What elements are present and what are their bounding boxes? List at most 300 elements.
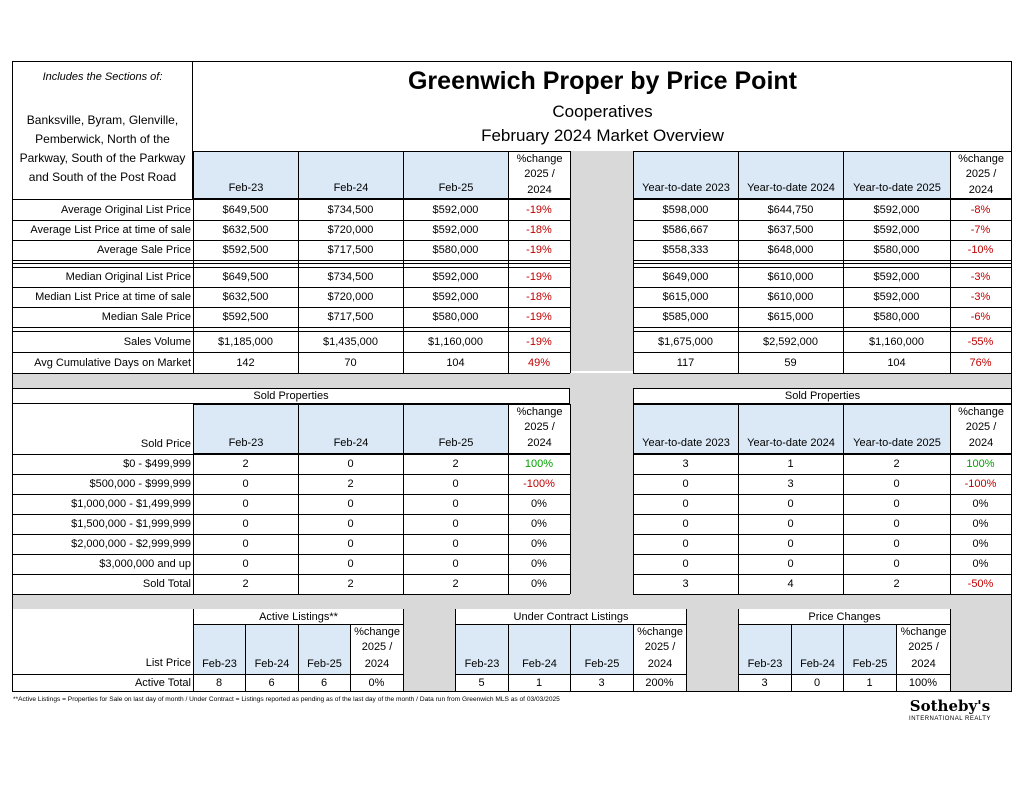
metrics-grid-line (633, 240, 1011, 241)
metrics-col-line (950, 151, 951, 373)
metrics-month-header-1: Feb-23 (193, 151, 299, 199)
bottom-col-line (843, 624, 844, 691)
metrics-grid-line (633, 263, 1011, 264)
sold-title-month: Sold Properties (13, 388, 570, 404)
metric-ytd-value: $592,000 (873, 291, 920, 303)
metrics-grid-line (13, 327, 570, 328)
metric-ytd-value: $558,333 (662, 244, 709, 256)
sold-row-label: $3,000,000 and up (99, 558, 191, 570)
metric-ytd-value: $615,000 (662, 291, 709, 303)
bottom-col-line (570, 624, 571, 691)
sold-month-header-top-border (193, 404, 571, 405)
bottom-col-line (896, 624, 897, 691)
metrics-col-line (633, 151, 634, 373)
pct-header-line: 2025 / (644, 641, 676, 653)
metric-month-value: $720,000 (327, 291, 374, 303)
bottom-pct-value: 200% (645, 677, 674, 689)
sold-col-line (950, 404, 951, 594)
sold-month-value: 0 (347, 498, 354, 510)
sold-ytd-value: 0 (893, 518, 900, 530)
bottom-grid-line (455, 691, 687, 692)
sold-month-header-1: Feb-23 (193, 404, 299, 454)
pct-header-line: 2025 / (908, 641, 939, 653)
gray-bottom-gap-3 (950, 609, 1011, 691)
footnote: **Active Listings = Properties for Sale on last day of month / Under Contract = Listings reported as pending as of the last day of the month / Data run from Greenwich MLS as of 03/03/2025 (13, 696, 560, 703)
bottom-grid-line (738, 691, 951, 692)
sold-ytd-value: 2 (893, 458, 900, 470)
metrics-col-line (298, 151, 299, 373)
metric-month-value: $649,500 (222, 204, 269, 216)
bottom-col-line (350, 624, 351, 691)
bottom-grid-line (13, 674, 193, 675)
bottom-col-header: Feb-25 (298, 624, 351, 675)
metrics-month-header-3: Feb-25 (403, 151, 509, 199)
sold-col-line (298, 404, 299, 594)
sold-month-value: 0 (452, 518, 459, 530)
sold-ytd-pct: 0% (972, 558, 989, 570)
bottom-col-line (791, 624, 792, 691)
sections-text: Banksville, Byram, Glenville, Pemberwick, North of the Parkway, South of the Parkway and South of the Post Road (19, 113, 186, 184)
bottom-col-header: Feb-23 (455, 624, 509, 675)
metrics-col-line (570, 151, 571, 373)
metric-month-pct: -18% (526, 291, 552, 303)
sold-ytd-value: 0 (682, 498, 689, 510)
metric-month-value: 70 (344, 357, 357, 369)
sold-ytd-value: 0 (787, 538, 794, 550)
sold-month-pct: 0% (531, 578, 547, 590)
sold-grid-line (633, 574, 1011, 575)
sold-ytd-value: 0 (787, 558, 794, 570)
sold-col-line (193, 404, 194, 594)
sold-grid-line (13, 474, 570, 475)
sold-month-header-3: Feb-25 (403, 404, 509, 454)
metrics-col-line (193, 151, 194, 373)
bottom-col-line (738, 624, 739, 691)
sold-row-label: $0 - $499,999 (123, 458, 191, 470)
bottom-col-header: Feb-24 (508, 624, 571, 675)
sold-ytd-pct: 100% (966, 458, 995, 470)
pct-header-line: 2024 (968, 184, 994, 196)
sold-ytd-value: 0 (787, 518, 794, 530)
sold-ytd-value: 1 (787, 458, 794, 470)
metrics-grid-line (13, 307, 570, 308)
sold-grid-line (13, 594, 570, 595)
metrics-grid-line (13, 373, 570, 374)
sold-ytd-value: 0 (787, 498, 794, 510)
sold-price-label: Sold Price (140, 438, 191, 450)
metric-month-pct: -19% (526, 311, 552, 323)
metric-ytd-value: $598,000 (662, 204, 709, 216)
pct-header-line: %change (516, 406, 563, 418)
metric-month-value: $717,500 (327, 244, 374, 256)
sold-ytd-header-1: Year-to-date 2023 (633, 404, 739, 454)
bottom-value: 0 (813, 677, 821, 689)
pct-header-line: %change (354, 626, 400, 638)
metric-ytd-pct: -8% (970, 204, 991, 216)
sold-month-value: 0 (452, 538, 459, 550)
bottom-pct-header (633, 624, 687, 675)
metric-ytd-pct: 76% (969, 357, 992, 369)
page-title: Greenwich Proper by Price Point (407, 67, 797, 95)
metric-label: Median Sale Price (101, 311, 191, 323)
sold-month-value: 0 (242, 538, 249, 550)
bottom-value: 1 (866, 677, 873, 689)
metrics-grid-line (633, 260, 1011, 261)
bottom-value: 5 (478, 677, 485, 689)
metrics-col-line (843, 151, 844, 373)
metric-month-value: $592,000 (432, 271, 479, 283)
pct-header-line: 2024 (968, 437, 994, 449)
sold-ytd-value: 0 (893, 558, 900, 570)
metrics-grid-line (633, 199, 1011, 200)
pct-header-line: %change (958, 153, 1004, 165)
metric-label: Sales Volume (123, 336, 191, 348)
metric-ytd-value: $580,000 (873, 311, 920, 323)
metrics-grid-line (13, 352, 570, 353)
sold-grid-line (633, 554, 1011, 555)
metric-ytd-value: $648,000 (767, 244, 814, 256)
sold-ytd-pct: -50% (967, 578, 994, 590)
gray-band-2 (13, 594, 1011, 609)
bottom-value: 1 (535, 677, 543, 689)
metric-ytd-pct: -55% (967, 336, 994, 348)
metrics-col-line (403, 151, 404, 373)
metric-ytd-value: $580,000 (873, 244, 920, 256)
metric-label: Average Original List Price (60, 204, 191, 216)
metric-month-value: $632,500 (222, 224, 269, 236)
pct-header-line: %change (900, 626, 947, 638)
metric-month-pct: -19% (526, 271, 552, 283)
sold-grid-line (633, 494, 1011, 495)
metric-month-pct: -19% (526, 204, 552, 216)
metric-ytd-value: $610,000 (767, 271, 814, 283)
metric-month-value: 104 (446, 357, 465, 369)
sold-ytd-value: 4 (787, 578, 794, 590)
bottom-pct-value: 100% (908, 677, 938, 689)
sold-grid-line (13, 534, 570, 535)
bottom-pct-header (350, 624, 404, 675)
sold-month-pct: 0% (531, 538, 547, 550)
logo-tagline: INTERNATIONAL REALTY (909, 716, 991, 722)
metric-month-value: $1,185,000 (217, 336, 274, 348)
sold-ytd-value: 0 (893, 478, 900, 490)
sold-month-value: 0 (347, 458, 354, 470)
sold-month-value: 2 (242, 578, 249, 590)
metrics-grid-line (633, 220, 1011, 221)
metric-ytd-value: $637,500 (767, 224, 814, 236)
bottom-col-header: Feb-24 (245, 624, 299, 675)
gray-band-1 (13, 373, 1011, 388)
metric-month-value: $1,160,000 (427, 336, 484, 348)
bottom-col-header: Feb-23 (738, 624, 792, 675)
metric-ytd-value: $649,000 (662, 271, 709, 283)
sold-month-pct: 0% (531, 558, 547, 570)
metric-month-value: $720,000 (327, 224, 374, 236)
bottom-col-line (950, 624, 951, 691)
sold-month-pct-header (508, 404, 571, 454)
gray-separator-middle (570, 151, 633, 371)
metric-ytd-pct: -7% (970, 224, 991, 236)
bottom-col-line (403, 624, 404, 691)
metric-ytd-value: $644,750 (767, 204, 814, 216)
metric-ytd-value: $2,592,000 (762, 336, 819, 348)
metrics-ytd-header-2: Year-to-date 2024 (738, 151, 844, 199)
metric-label: Median List Price at time of sale (35, 291, 191, 303)
sold-col-line (843, 404, 844, 594)
sold-ytd-header-2: Year-to-date 2024 (738, 404, 844, 454)
metric-month-value: $717,500 (327, 311, 374, 323)
sold-grid-line (633, 474, 1011, 475)
bottom-col-line (686, 624, 687, 691)
bottom-col-line (633, 624, 634, 691)
sold-month-value: 0 (242, 558, 249, 570)
sold-ytd-header-3: Year-to-date 2025 (843, 404, 951, 454)
metrics-grid-line (13, 287, 570, 288)
bottom-group-title: Price Changes (738, 609, 951, 625)
bottom-value: 8 (215, 677, 223, 689)
bottom-col-line (245, 624, 246, 691)
bottom-col-line (455, 624, 456, 691)
bottom-value: 3 (598, 677, 605, 689)
metric-label: Median Original List Price (65, 271, 191, 283)
gray-bottom-gap-2 (686, 609, 738, 691)
sold-col-line (633, 404, 634, 594)
sold-month-value: 0 (347, 538, 354, 550)
metric-month-value: $592,500 (222, 311, 269, 323)
sold-ytd-pct-header (950, 404, 1012, 454)
sold-ytd-value: 0 (682, 538, 689, 550)
metrics-col-line (508, 151, 509, 373)
sold-grid-line (13, 494, 570, 495)
sold-grid-line (13, 574, 570, 575)
sold-col-line (738, 404, 739, 594)
sold-month-pct: -100% (523, 478, 555, 490)
pct-header-line: 2025 / (524, 421, 555, 433)
metric-ytd-pct: -3% (970, 291, 991, 303)
metric-ytd-pct: -3% (970, 271, 991, 283)
sold-col-line (570, 404, 571, 594)
sold-grid-line (633, 514, 1011, 515)
metrics-grid-line (13, 331, 570, 332)
sold-ytd-pct: 0% (972, 498, 989, 510)
metrics-month-header-top-border (193, 151, 571, 152)
metric-ytd-value: 117 (676, 357, 695, 369)
pct-header-line: 2024 (527, 437, 552, 449)
metrics-grid-line (13, 199, 570, 200)
metric-ytd-value: $1,160,000 (868, 336, 925, 348)
metrics-grid-line (13, 240, 570, 241)
metric-month-value: $632,500 (222, 291, 269, 303)
metrics-grid-line (633, 287, 1011, 288)
sold-grid-line (633, 534, 1011, 535)
metric-label: Average Sale Price (97, 244, 191, 256)
pct-header-line: %change (958, 406, 1004, 418)
sold-month-value: 0 (242, 518, 249, 530)
metric-label: Average List Price at time of sale (30, 224, 191, 236)
list-price-label: List Price (145, 657, 191, 669)
page-subtitle: Cooperatives (552, 102, 653, 121)
sold-grid-line (13, 514, 570, 515)
metrics-grid-line (633, 327, 1011, 328)
bottom-value: 6 (268, 677, 275, 689)
title-block (193, 61, 1012, 151)
pct-header-line: %change (516, 153, 563, 165)
active-total-label: Active Total (134, 677, 191, 689)
sold-month-value: 0 (242, 498, 249, 510)
page-period: February 2024 Market Overview (481, 126, 724, 145)
sold-ytd-pct: 0% (972, 538, 989, 550)
metrics-ytd-pct-header (950, 151, 1012, 199)
metric-month-value: $734,500 (327, 271, 374, 283)
metric-month-value: $592,500 (222, 244, 269, 256)
sold-month-pct: 0% (531, 518, 547, 530)
bottom-col-line (508, 624, 509, 691)
bottom-value: 6 (320, 677, 328, 689)
metric-label: Avg Cumulative Days on Market (34, 357, 191, 369)
metric-month-value: $734,500 (327, 204, 374, 216)
sold-ytd-value: 3 (787, 478, 794, 490)
sold-ytd-value: 0 (682, 478, 689, 490)
pct-header-line: 2024 (364, 658, 390, 670)
bottom-pct-value: 0% (368, 677, 385, 689)
metrics-grid-line (633, 307, 1011, 308)
pct-header-line: 2024 (911, 658, 936, 670)
metrics-grid-line (13, 220, 570, 221)
bottom-col-line (193, 624, 194, 691)
metric-ytd-value: $592,000 (873, 271, 920, 283)
pct-header-line: 2025 / (361, 641, 393, 653)
metrics-grid-line (13, 260, 570, 261)
sold-row-label: $500,000 - $999,999 (89, 478, 191, 490)
metric-month-value: $580,000 (432, 311, 479, 323)
bottom-col-header: Feb-24 (791, 624, 844, 675)
gray-separator-middle-2 (570, 388, 633, 594)
metrics-grid-line (633, 267, 1011, 268)
sold-col-line (508, 404, 509, 594)
pct-header-line: 2024 (647, 658, 673, 670)
sold-ytd-header-top-border (633, 404, 1012, 405)
sold-month-value: 2 (242, 458, 249, 470)
sold-month-value: 0 (242, 478, 249, 490)
sold-row-label: $1,500,000 - $1,999,999 (71, 518, 191, 530)
bottom-grid-line (193, 691, 404, 692)
metric-month-value: $592,000 (432, 224, 479, 236)
metric-ytd-value: $586,667 (662, 224, 709, 236)
bottom-col-header: Feb-25 (843, 624, 897, 675)
metrics-col-line (738, 151, 739, 373)
metrics-ytd-header-1: Year-to-date 2023 (633, 151, 739, 199)
metrics-grid-line (633, 373, 1011, 374)
metric-ytd-pct: -10% (967, 244, 994, 256)
logo-name: Sotheby's (909, 697, 991, 715)
metric-month-value: $592,000 (432, 204, 479, 216)
bottom-group-title: Active Listings** (193, 609, 404, 625)
sold-row-label: $2,000,000 - $2,999,999 (71, 538, 191, 550)
bottom-col-header: Feb-23 (193, 624, 246, 675)
sold-month-value: 0 (452, 558, 459, 570)
sold-month-header-2: Feb-24 (298, 404, 404, 454)
metric-ytd-value: $1,675,000 (657, 336, 714, 348)
pct-header-line: 2024 (527, 184, 552, 196)
pct-header-line: %change (637, 626, 683, 638)
metrics-ytd-header-3: Year-to-date 2025 (843, 151, 951, 199)
metric-ytd-value: $592,000 (873, 224, 920, 236)
metric-month-value: $1,435,000 (322, 336, 379, 348)
bottom-col-line (298, 624, 299, 691)
pct-header-line: 2025 / (965, 168, 997, 180)
metric-ytd-value: $610,000 (767, 291, 814, 303)
sold-ytd-value: 0 (893, 538, 900, 550)
includes-label: Includes the Sections of: (42, 71, 163, 83)
metric-month-value: 142 (236, 357, 255, 369)
sections-box (12, 61, 193, 199)
sold-ytd-value: 0 (682, 518, 689, 530)
metrics-month-header-2: Feb-24 (298, 151, 404, 199)
sothebys-logo (895, 697, 1005, 723)
sold-month-value: 0 (452, 498, 459, 510)
sold-grid-line (13, 554, 570, 555)
sold-month-value: 2 (347, 578, 354, 590)
sold-row-label: Sold Total (142, 578, 191, 590)
sold-grid-line (633, 454, 1011, 455)
sold-ytd-value: 0 (893, 498, 900, 510)
sold-ytd-value: 2 (893, 578, 900, 590)
metric-month-pct: -19% (526, 336, 552, 348)
metric-ytd-value: 59 (784, 357, 797, 369)
sold-col-line (403, 404, 404, 594)
metric-ytd-value: $585,000 (662, 311, 709, 323)
metric-ytd-value: $615,000 (767, 311, 814, 323)
sold-title-ytd: Sold Properties (633, 388, 1011, 404)
metrics-grid-line (13, 267, 570, 268)
bottom-pct-header (896, 624, 951, 675)
bottom-col-header: Feb-25 (570, 624, 634, 675)
sold-month-value: 0 (452, 478, 459, 490)
metrics-grid-line (633, 352, 1011, 353)
sold-grid-line (633, 594, 1011, 595)
metric-ytd-pct: -6% (970, 311, 991, 323)
metric-month-pct: 49% (527, 357, 551, 369)
metric-month-value: $580,000 (432, 244, 479, 256)
sold-month-value: 2 (452, 458, 459, 470)
sold-month-pct: 0% (531, 498, 547, 510)
sold-ytd-pct: -100% (964, 478, 997, 490)
sold-month-value: 0 (347, 518, 354, 530)
gray-bottom-gap-1 (403, 609, 455, 691)
sold-ytd-value: 3 (682, 578, 689, 590)
pct-header-line: 2025 / (524, 168, 555, 180)
metrics-grid-line (13, 263, 570, 264)
metrics-grid-line (633, 331, 1011, 332)
sold-ytd-value: 0 (682, 558, 689, 570)
metric-month-value: $649,500 (222, 271, 269, 283)
sold-ytd-pct: 0% (972, 518, 989, 530)
metric-ytd-value: 104 (887, 357, 906, 369)
metric-ytd-value: $592,000 (873, 204, 920, 216)
metrics-month-pct-header (508, 151, 571, 199)
metric-month-value: $592,000 (432, 291, 479, 303)
sold-month-value: 2 (347, 478, 354, 490)
sold-month-value: 2 (452, 578, 459, 590)
sold-month-pct: 100% (524, 458, 554, 470)
metric-month-pct: -19% (526, 244, 552, 256)
metric-month-pct: -18% (526, 224, 552, 236)
pct-header-line: 2025 / (965, 421, 997, 433)
sold-month-value: 0 (347, 558, 354, 570)
sold-ytd-value: 3 (682, 458, 689, 470)
bottom-group-title: Under Contract Listings (455, 609, 687, 625)
metrics-ytd-header-top-border (633, 151, 1012, 152)
